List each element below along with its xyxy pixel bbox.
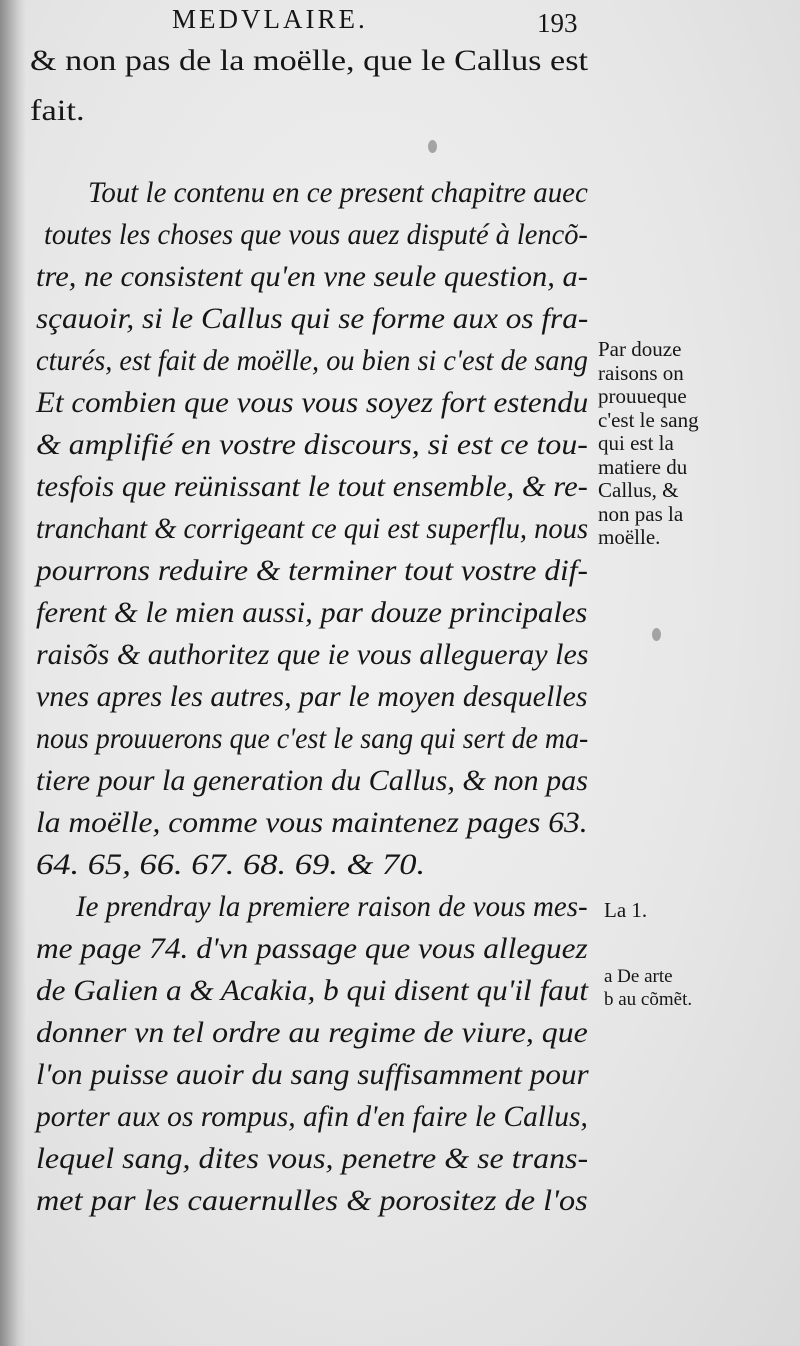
text-line: raisõs & authoritez que ie vous allegueray les xyxy=(36,638,589,671)
text-line: & non pas de la moëlle, que le Callus est xyxy=(30,44,588,77)
reason-marker: La 1. xyxy=(604,898,648,922)
margin-note-line: prouueque xyxy=(598,384,687,408)
text-line: Ie prendray la premiere raison de vous mes- xyxy=(76,890,588,923)
margin-note-line: Par douze xyxy=(598,337,682,361)
margin-note-line: moëlle. xyxy=(598,525,661,549)
text-line: sçauoir, si le Callus qui se forme aux os fra- xyxy=(36,302,589,335)
text-line: tesfois que reünissant le tout ensemble, & re- xyxy=(36,470,588,503)
text-line: vnes apres les autres, par le moyen desquelles xyxy=(36,680,588,713)
margin-note-line: non pas la xyxy=(598,501,684,526)
margin-summary-note xyxy=(598,338,740,550)
margin-note-line: Callus, & xyxy=(598,478,679,502)
text-line: tre, ne consistent qu'en vne seule question, a- xyxy=(36,260,588,293)
text-line: tiere pour la generation du Callus, & non pas xyxy=(36,764,588,797)
text-line: tranchant & corrigeant ce qui est superflu, nous xyxy=(36,512,589,545)
text-line: nous prouuerons que c'est le sang qui sert de ma- xyxy=(36,722,589,755)
text-line: 64. 65, 66. 67. 68. 69. & 70. xyxy=(36,848,426,881)
text-line: me page 74. d'vn passage que vous alleguez xyxy=(36,932,588,965)
ink-spot xyxy=(652,628,661,641)
reference-note: a De arte xyxy=(604,966,673,987)
text-line: toutes les choses que vous auez disputé à lencõ- xyxy=(44,218,588,251)
text-line: fait. xyxy=(30,94,85,127)
text-line: cturés, est fait de moëlle, ou bien si c'est de sang xyxy=(36,344,588,377)
text-line: met par les cauernulles & porositez de l'os xyxy=(36,1184,588,1217)
text-line: lequel sang, dites vous, penetre & se trans- xyxy=(36,1142,589,1175)
text-line: porter aux os rompus, afin d'en faire le Callus, xyxy=(36,1100,588,1133)
margin-note-line: matiere du xyxy=(598,454,688,479)
margin-note-line: raisons on xyxy=(598,360,684,385)
margin-references xyxy=(604,965,692,1011)
running-title: MEDVLAIRE. xyxy=(172,4,368,34)
text-line: pourrons reduire & terminer tout vostre dif- xyxy=(36,554,588,587)
margin-note-line: qui est la xyxy=(598,431,674,455)
text-line: l'on puisse auoir du sang suffisamment pour xyxy=(36,1058,589,1091)
text-line: donner vn tel ordre au regime de viure, que xyxy=(36,1016,588,1049)
text-line: de Galien a & Acakia, b qui disent qu'il faut xyxy=(36,974,589,1007)
page-number: 193 xyxy=(537,8,578,38)
text-line: & amplifié en vostre discours, si est ce tou- xyxy=(36,428,588,461)
page-gutter-shadow xyxy=(0,0,26,1346)
text-line: ferent & le mien aussi, par douze principales xyxy=(36,596,588,629)
reference-note: b au cõmẽt. xyxy=(604,989,693,1010)
text-line: la moëlle, comme vous maintenez pages 63. xyxy=(36,806,588,839)
text-line: Et combien que vous vous soyez fort estendu xyxy=(36,386,589,419)
ink-spot xyxy=(428,140,437,153)
margin-note-line: c'est le sang xyxy=(598,407,699,432)
text-line: Tout le contenu en ce present chapitre auec xyxy=(88,176,588,209)
